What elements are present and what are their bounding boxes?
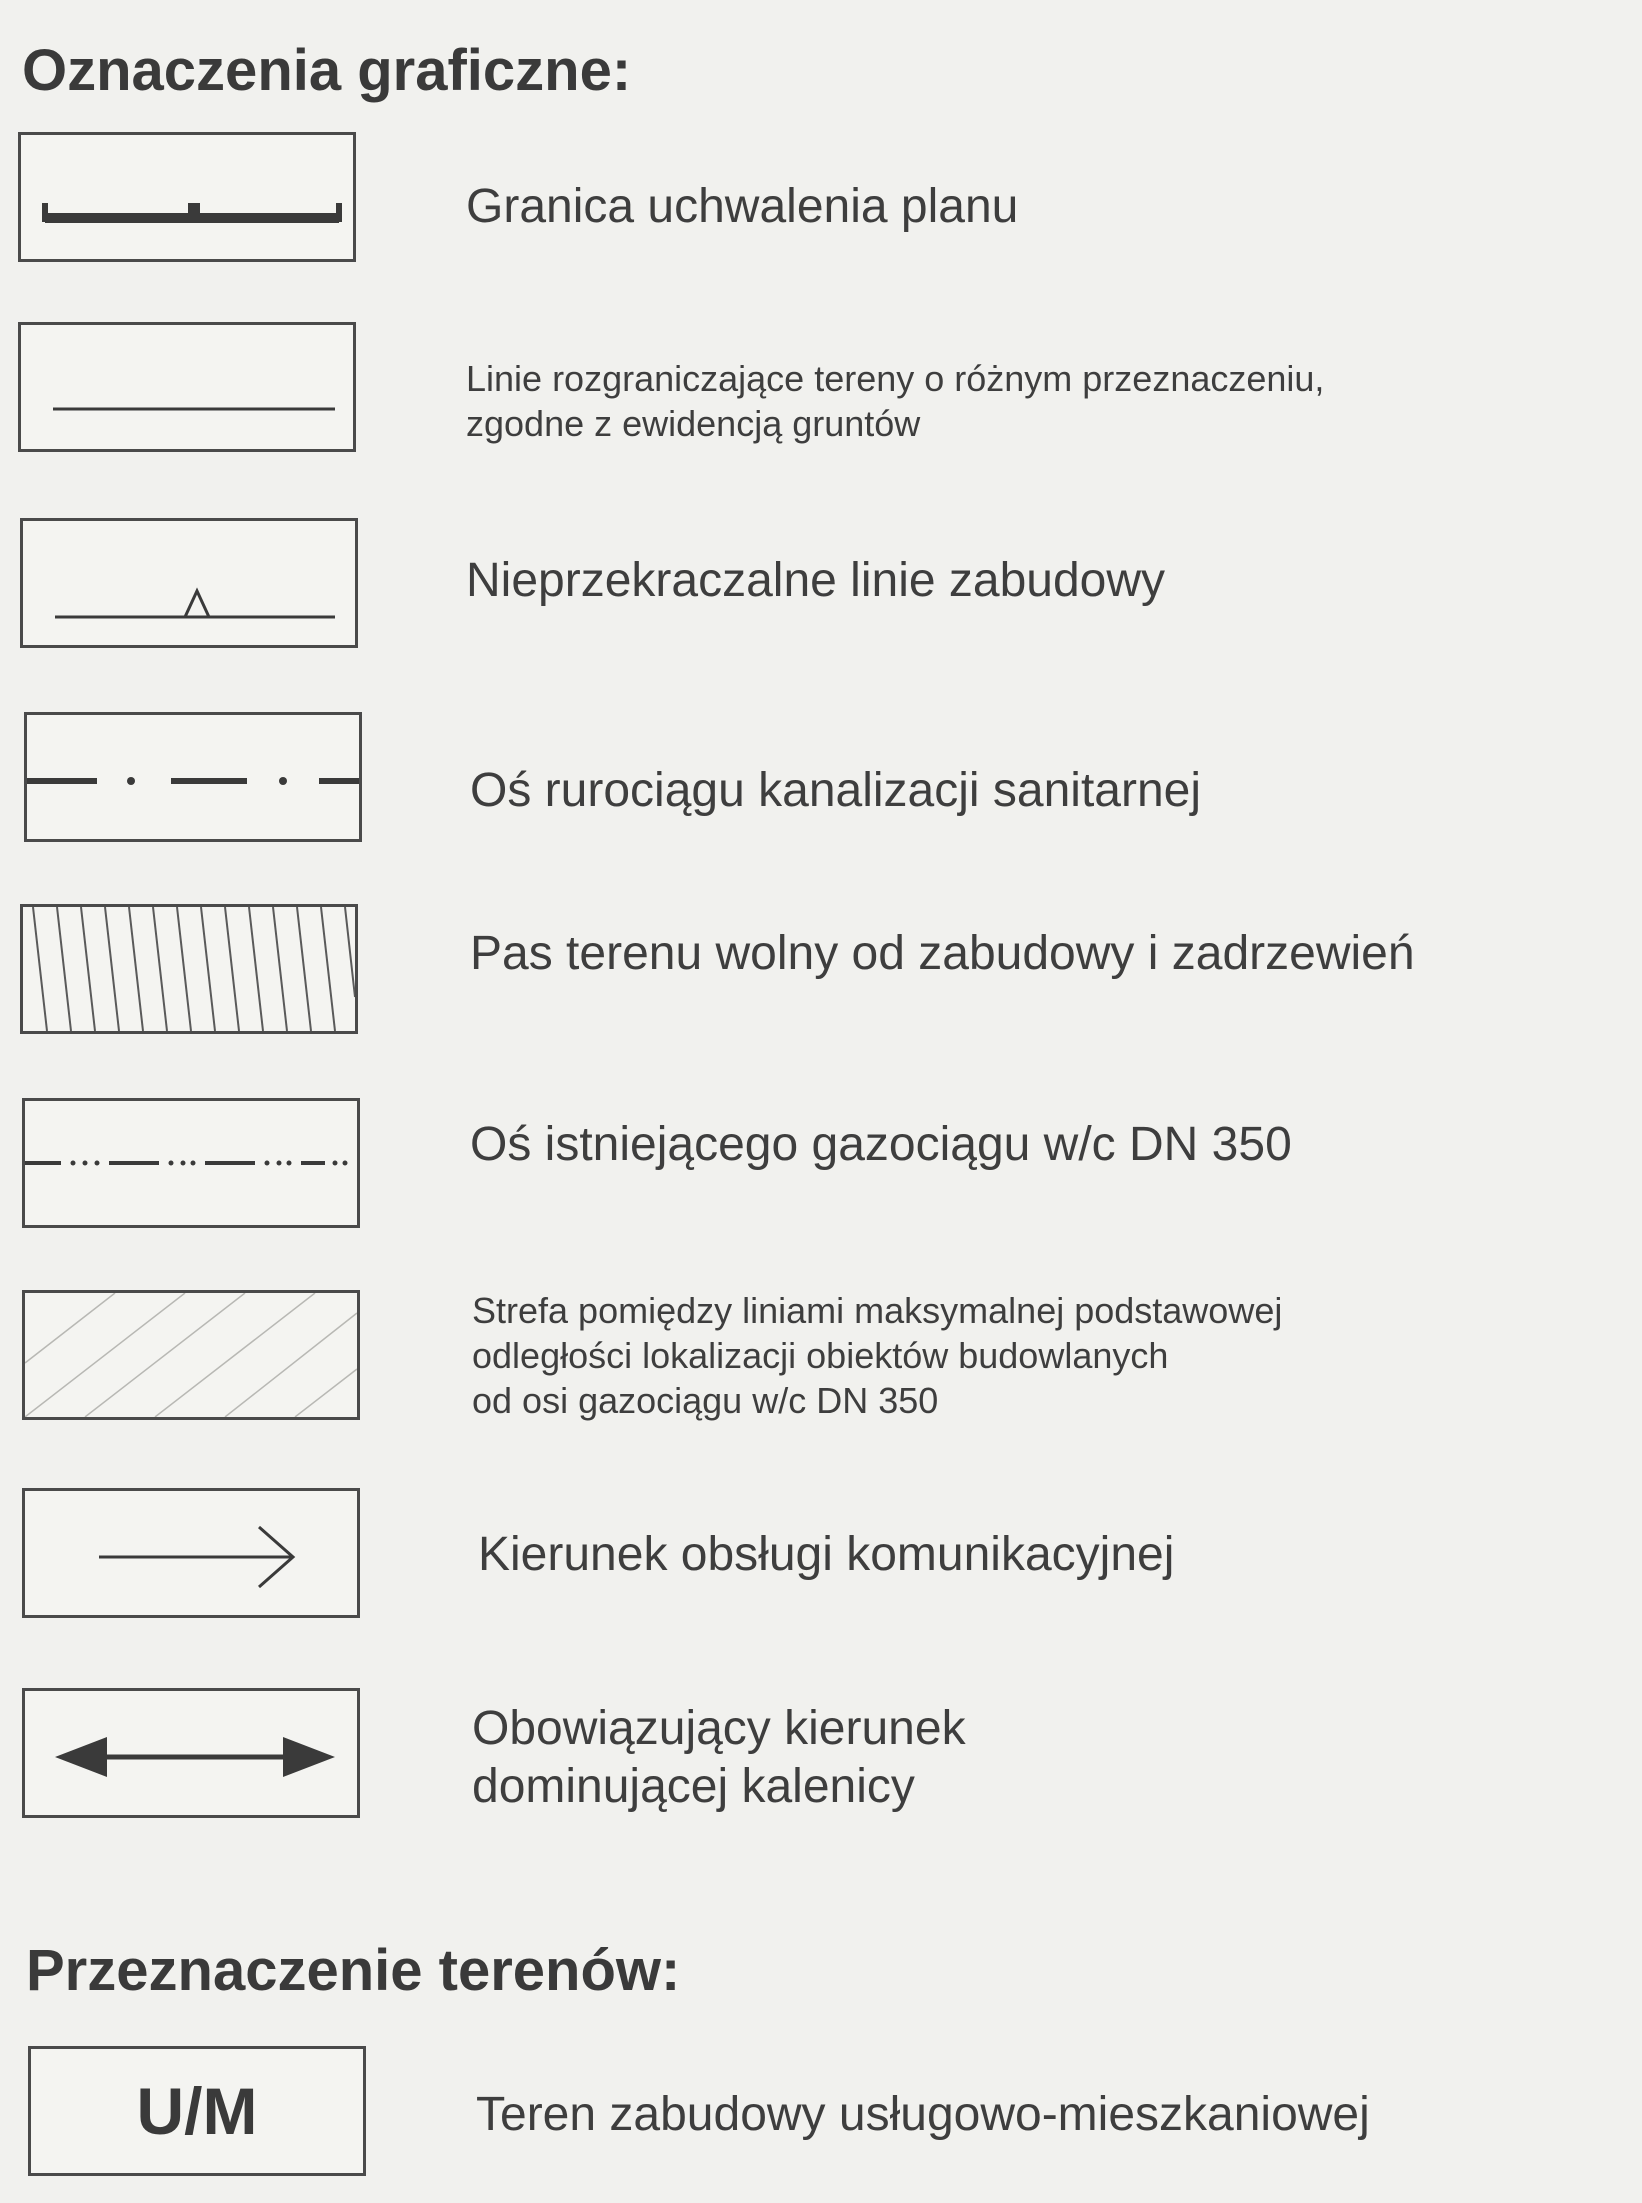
legend-label-building-line: Nieprzekraczalne linie zabudowy xyxy=(466,554,1166,607)
legend-label-land-boundary-line1: Linie rozgraniczające tereny o różnym przeznaczeniu, xyxy=(466,358,1325,399)
dash-dot-line-icon xyxy=(24,712,362,842)
legend-label-land-boundary xyxy=(466,356,1324,446)
legend-label-plan-boundary: Granica uchwalenia planu xyxy=(466,180,1019,233)
legend-label-ridge-direction-line2: dominującej kalenicy xyxy=(472,1759,915,1813)
plan-boundary-icon xyxy=(18,132,356,262)
arrow-right-icon xyxy=(22,1488,360,1618)
building-line-icon xyxy=(20,518,358,648)
legend-label-gas-zone xyxy=(472,1288,1282,1423)
legend-label-free-strip: Pas terenu wolny od zabudowy i zadrzewień xyxy=(470,927,1415,980)
hatched-strip-icon xyxy=(20,904,358,1034)
legend-label-ridge-direction-line1: Obowiązujący kierunek xyxy=(472,1702,966,1755)
legend-label-sewer-axis: Oś rurociągu kanalizacji sanitarnej xyxy=(470,764,1202,817)
double-arrow-icon xyxy=(22,1688,360,1818)
legend-label-gas-zone-line1: Strefa pomiędzy liniami maksymalnej podstawowej xyxy=(472,1290,1283,1331)
legend-heading-graphic-symbols: Oznaczenia graficzne: xyxy=(22,38,632,103)
legend-heading-land-use: Przeznaczenie terenów: xyxy=(26,1938,681,2003)
legend-label-access-direction: Kierunek obsługi komunikacyjnej xyxy=(478,1528,1175,1581)
legend-label-ridge-direction xyxy=(472,1700,966,1815)
legend-label-land-boundary-line2: zgodne z ewidencją gruntów xyxy=(466,403,921,444)
legend-label-land-use: Teren zabudowy usługowo-mieszkaniowej xyxy=(476,2088,1370,2141)
legend-label-gas-zone-line2: odległości lokalizacji obiektów budowlanych xyxy=(472,1335,1169,1376)
solid-line-icon xyxy=(18,322,356,452)
legend-label-gas-zone-line3: od osi gazociągu w/c DN 350 xyxy=(472,1380,939,1421)
legend-label-gas-pipeline-axis: Oś istniejącego gazociągu w/c DN 350 xyxy=(470,1118,1292,1171)
land-use-code: U/M xyxy=(136,2074,258,2148)
dash-dot-dot-line-icon xyxy=(22,1098,360,1228)
land-use-code-box xyxy=(28,2046,366,2176)
light-hatch-zone-icon xyxy=(22,1290,360,1420)
